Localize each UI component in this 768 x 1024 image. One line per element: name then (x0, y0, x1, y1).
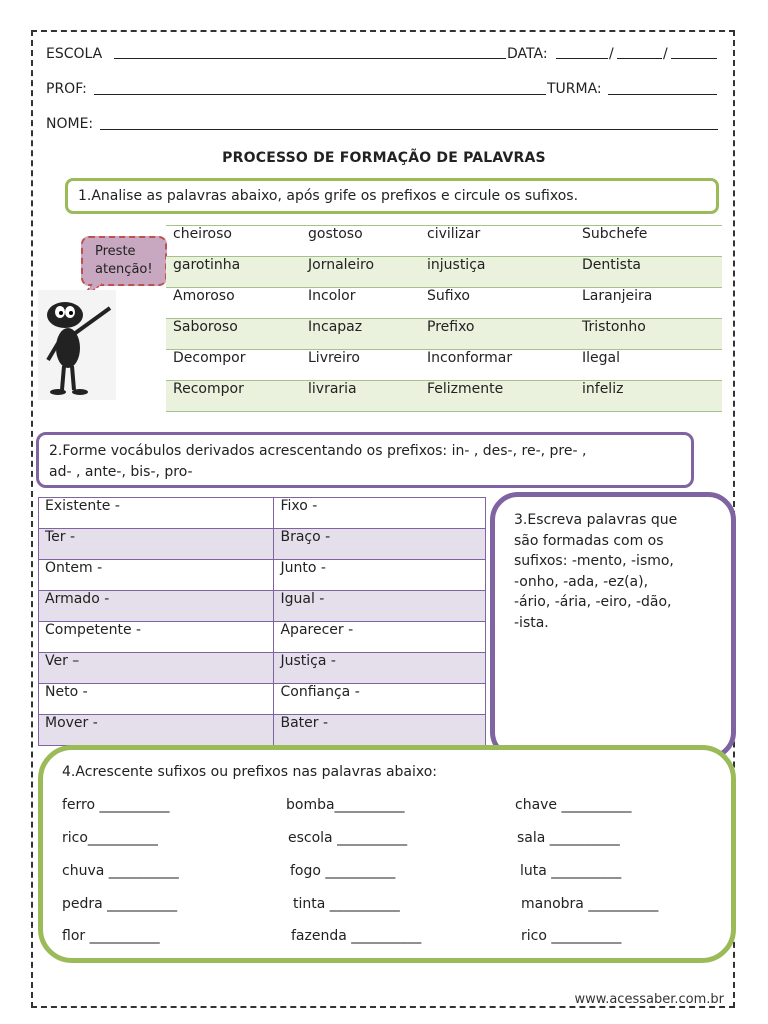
section3-line: sufixos: -mento, -ismo, (514, 553, 674, 569)
table-row (166, 319, 722, 350)
word-fill-item[interactable]: rico __________ (521, 928, 622, 944)
table-row (39, 622, 486, 653)
word-cell: Decompor (166, 350, 301, 381)
table-row (39, 591, 486, 622)
word-cell: Tristonho (575, 319, 722, 350)
word-cell: Recompor (166, 381, 301, 412)
turma-line[interactable] (608, 94, 717, 95)
table-row (166, 350, 722, 381)
prefix-cell[interactable]: Confiança - (274, 684, 486, 715)
word-cell: Dentista (575, 257, 722, 288)
word-fill-item[interactable]: pedra __________ (62, 896, 178, 912)
data-day-line[interactable] (556, 58, 608, 59)
word-cell: Sufixo (420, 288, 575, 319)
word-fill-item[interactable]: fogo __________ (290, 863, 396, 879)
section1-word-table (166, 225, 722, 412)
prof-line[interactable] (94, 94, 546, 95)
word-fill-item[interactable]: ferro __________ (62, 797, 170, 813)
word-cell: Saboroso (166, 319, 301, 350)
section2-instruction-line1: 2.Forme vocábulos derivados acrescentando os prefixos: in- , des-, re-, pre- , (49, 443, 587, 459)
word-fill-item[interactable]: manobra __________ (521, 896, 659, 912)
section2-prefix-table (38, 497, 486, 746)
prefix-cell[interactable]: Mover - (39, 715, 274, 746)
word-cell: Prefixo (420, 319, 575, 350)
table-row (39, 715, 486, 746)
escola-line[interactable] (114, 58, 506, 59)
page-title: PROCESSO DE FORMAÇÃO DE PALAVRAS (222, 150, 546, 166)
table-row (39, 684, 486, 715)
turma-label: TURMA: (547, 81, 602, 97)
escola-label: ESCOLA (46, 46, 103, 62)
prefix-cell[interactable]: Neto - (39, 684, 274, 715)
table-row (166, 288, 722, 319)
data-slash-1: / (609, 46, 614, 62)
table-row (39, 498, 486, 529)
prefix-cell[interactable]: Ter - (39, 529, 274, 560)
nome-line[interactable] (100, 129, 718, 130)
table-row (39, 529, 486, 560)
section3-line: 3.Escreva palavras que (514, 512, 678, 528)
prefix-cell[interactable]: Ontem - (39, 560, 274, 591)
word-fill-item[interactable]: rico__________ (62, 830, 158, 846)
speech-bubble: Preste atenção! (81, 236, 167, 286)
word-cell: infeliz (575, 381, 722, 412)
prefix-cell[interactable]: Justiça - (274, 653, 486, 684)
section3-line: -ista. (514, 614, 549, 631)
word-cell: injustiça (420, 257, 575, 288)
word-fill-item[interactable]: bomba__________ (286, 797, 405, 813)
table-row (166, 381, 722, 412)
table-row (166, 257, 722, 288)
word-cell: Laranjeira (575, 288, 722, 319)
prefix-cell[interactable]: Armado - (39, 591, 274, 622)
word-cell: Ilegal (575, 350, 722, 381)
word-cell: livraria (301, 381, 420, 412)
section4-instruction: 4.Acrescente sufixos ou prefixos nas palavras abaixo: (62, 764, 438, 780)
prefix-cell[interactable]: Aparecer - (274, 622, 486, 653)
data-year-line[interactable] (671, 58, 717, 59)
word-cell: gostoso (301, 226, 420, 257)
section1-instruction: 1.Analise as palavras abaixo, após grife os prefixos e circule os sufixos. (78, 188, 579, 204)
thinking-character-icon (38, 290, 116, 400)
footer-url[interactable]: www.acessaber.com.br (574, 992, 724, 1007)
prefix-cell[interactable]: Fixo - (274, 498, 486, 529)
prefix-cell[interactable]: Braço - (274, 529, 486, 560)
word-fill-item[interactable]: sala __________ (517, 830, 620, 846)
word-cell: Jornaleiro (301, 257, 420, 288)
data-slash-2: / (663, 46, 668, 62)
data-label: DATA: (507, 46, 548, 62)
prefix-cell[interactable]: Existente - (39, 498, 274, 529)
word-fill-item[interactable]: flor __________ (62, 928, 160, 944)
word-fill-item[interactable]: chave __________ (515, 797, 632, 813)
prof-label: PROF: (46, 81, 87, 97)
word-fill-item[interactable]: luta __________ (520, 863, 622, 879)
word-cell: garotinha (166, 257, 301, 288)
prefix-cell[interactable]: Junto - (274, 560, 486, 591)
table-row (39, 653, 486, 684)
prefix-cell[interactable]: Ver – (39, 653, 274, 684)
word-cell: Felizmente (420, 381, 575, 412)
nome-label: NOME: (46, 116, 94, 132)
prefix-cell[interactable]: Bater - (274, 715, 486, 746)
word-cell: Amoroso (166, 288, 301, 319)
section2-instruction-line2: ad- , ante-, bis-, pro- (49, 464, 193, 480)
word-fill-item[interactable]: escola __________ (288, 830, 408, 846)
table-row (166, 226, 722, 257)
word-cell: Incolor (301, 288, 420, 319)
table-row (39, 560, 486, 591)
data-month-line[interactable] (617, 58, 662, 59)
word-cell: civilizar (420, 226, 575, 257)
word-fill-item[interactable]: chuva __________ (62, 863, 179, 879)
word-cell: Incapaz (301, 319, 420, 350)
prefix-cell[interactable]: Competente - (39, 622, 274, 653)
word-cell: Subchefe (575, 226, 722, 257)
prefix-cell[interactable]: Igual - (274, 591, 486, 622)
section3-line: -ário, -ária, -eiro, -dão, (514, 594, 672, 610)
word-cell: cheiroso (166, 226, 301, 257)
word-fill-item[interactable]: fazenda __________ (291, 928, 422, 944)
word-fill-item[interactable]: tinta __________ (293, 896, 400, 912)
word-cell: Inconformar (420, 350, 575, 381)
word-cell: Livreiro (301, 350, 420, 381)
section3-line: são formadas com os (514, 532, 664, 549)
section3-line: -onho, -ada, -ez(a), (514, 573, 649, 590)
section3-instruction (514, 510, 677, 633)
